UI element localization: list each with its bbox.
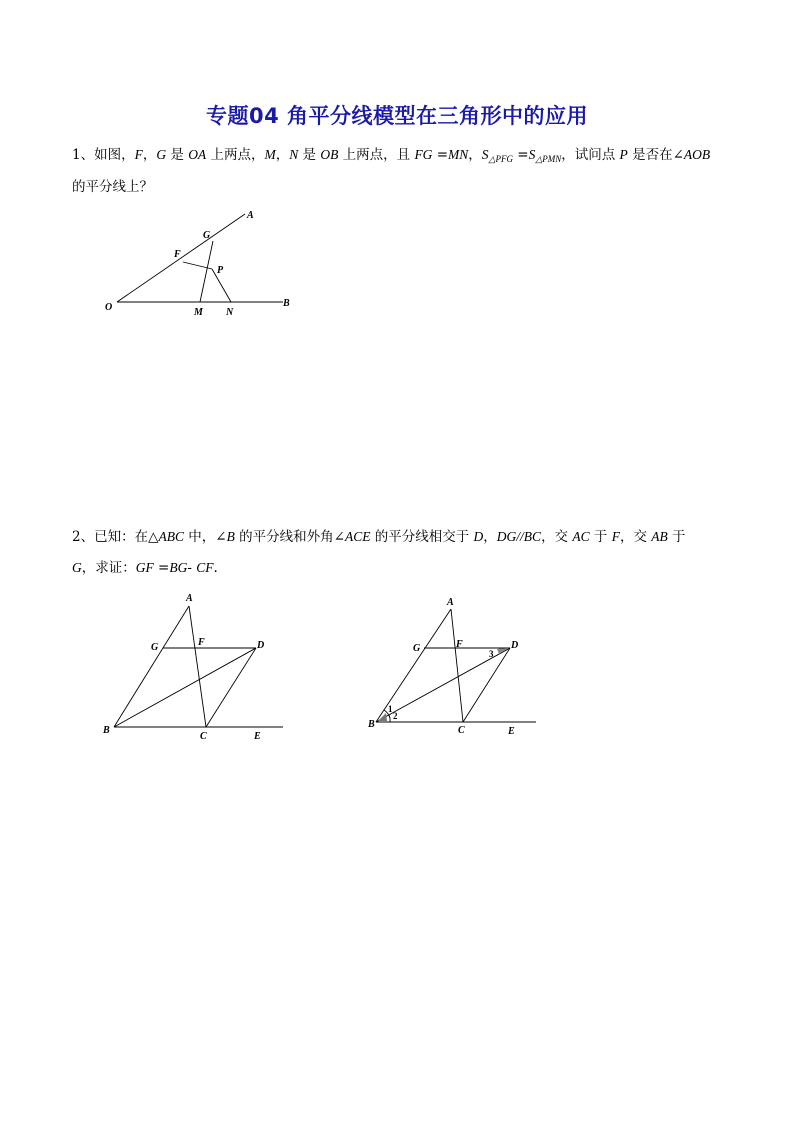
- q2-var: CF: [196, 560, 214, 575]
- angle-label-1: 1: [388, 704, 393, 714]
- label-c: C: [200, 731, 207, 742]
- label-f: F: [456, 639, 463, 650]
- label-a: A: [447, 597, 454, 608]
- angle-label-2: 2: [393, 711, 398, 721]
- q2-text: 于: [667, 529, 686, 545]
- q1-text: =: [432, 147, 449, 163]
- q2-text: ，交: [619, 529, 652, 545]
- label-c: C: [458, 725, 465, 736]
- label-o: O: [105, 302, 113, 313]
- q1-var: OA: [188, 147, 207, 162]
- q1-text: ，: [142, 147, 157, 163]
- segment-ac: [451, 609, 463, 722]
- label-n: N: [226, 307, 234, 318]
- label-d: D: [511, 640, 519, 651]
- q1-text: 是否在∠: [627, 147, 684, 163]
- label-e: E: [254, 731, 261, 742]
- q2-var: F: [611, 529, 620, 544]
- q2-text: 的平分线和外角∠: [234, 529, 345, 545]
- q2-text: .: [213, 560, 218, 576]
- q2-text: ，交: [541, 529, 573, 545]
- label-g: G: [203, 230, 211, 241]
- q1-subscript: △PMN: [535, 154, 562, 164]
- q1-text: ，试问点: [561, 147, 620, 163]
- q1-var: G: [156, 147, 167, 162]
- q1-var: AOB: [683, 147, 711, 162]
- q1-var: M: [264, 147, 276, 162]
- q1-var: MN: [448, 147, 469, 162]
- label-f: F: [198, 637, 205, 648]
- label-a: A: [247, 210, 254, 221]
- q1-var: P: [619, 147, 628, 162]
- angle-arc-b-2: [389, 715, 390, 722]
- page-title: 专题04 角平分线模型在三角形中的应用: [205, 104, 589, 128]
- q1-var: F: [134, 147, 143, 162]
- label-g: G: [413, 643, 421, 654]
- q2-var: B: [226, 529, 235, 544]
- q2-var: AB: [651, 529, 668, 544]
- q1-var: N: [289, 147, 299, 162]
- label-b: B: [283, 298, 290, 309]
- angle-label-3: 3: [489, 649, 494, 659]
- q2-text: =: [153, 560, 170, 576]
- q1-subscript: △PFG: [488, 154, 513, 164]
- label-b: B: [368, 719, 375, 730]
- q2-var: AC: [572, 529, 590, 544]
- q1-var: S: [481, 147, 489, 162]
- label-a: A: [186, 593, 193, 604]
- q1-text: ，: [468, 147, 482, 163]
- segment-cd: [463, 648, 510, 722]
- q2-var: G: [72, 560, 82, 575]
- label-m: M: [194, 307, 203, 318]
- label-p: P: [217, 265, 224, 276]
- q2-text: 的平分线相交于: [370, 529, 474, 545]
- q1-text: 上两点，且: [338, 147, 415, 163]
- label-f: F: [174, 249, 181, 260]
- q1-text: =: [512, 147, 529, 163]
- q2-var: DG//BC: [496, 529, 542, 544]
- label-d: D: [257, 640, 265, 651]
- q1-var: OB: [320, 147, 339, 162]
- q2-var: ACE: [344, 529, 371, 544]
- q1-var: S: [528, 147, 536, 162]
- q2-var: ABC: [158, 529, 184, 544]
- q2-text: -: [187, 560, 197, 576]
- q1-text: 1、如图，: [72, 147, 135, 163]
- q2-text: ，求证：: [81, 560, 136, 576]
- q2-var: GF: [135, 560, 154, 575]
- q2-var: D: [473, 529, 484, 544]
- label-b: B: [103, 725, 110, 736]
- q1-text: 是: [166, 147, 189, 163]
- q2-var: BG: [169, 560, 188, 575]
- q1-text: ，: [275, 147, 290, 163]
- q2-text: 2、已知：在△: [72, 529, 159, 545]
- question-1-line-2: 的平分线上？: [72, 179, 153, 195]
- label-e: E: [508, 726, 515, 737]
- q1-text: 上两点，: [206, 147, 265, 163]
- q2-text: ，: [483, 529, 497, 545]
- q1-var: FG: [414, 147, 433, 162]
- label-g: G: [151, 642, 159, 653]
- q1-text: 是: [298, 147, 321, 163]
- q2-text: 于: [589, 529, 612, 545]
- q2-text: 中，∠: [183, 529, 227, 545]
